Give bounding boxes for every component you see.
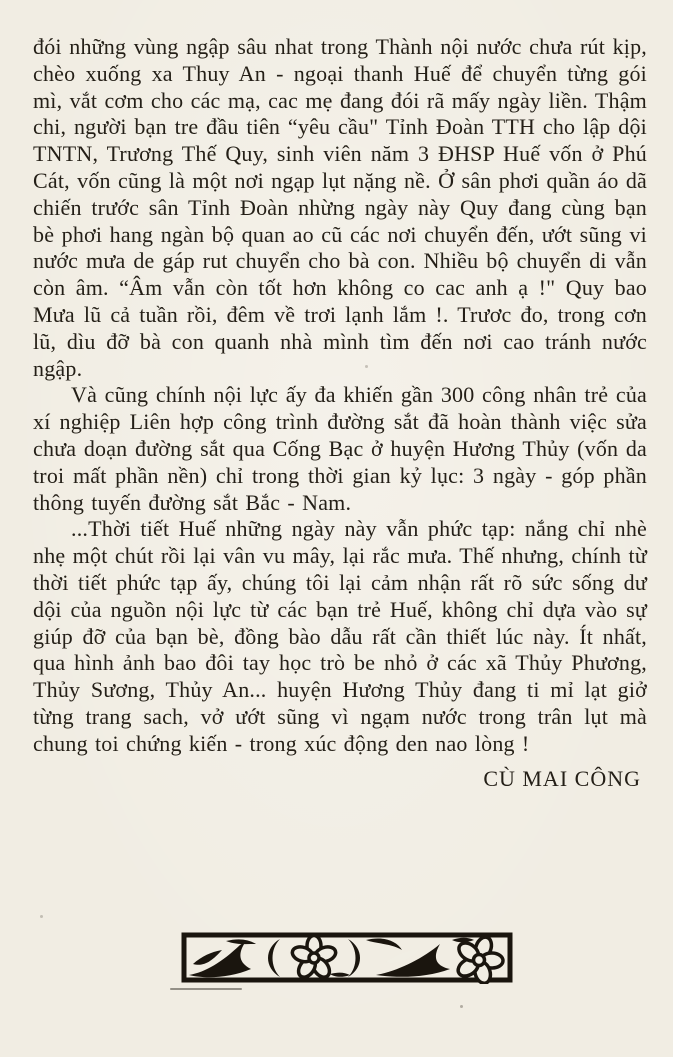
paragraph-3: ...Thời tiết Huế những ngày này vẫn phức tạp: nắng chỉ nhè nhẹ một chút rồi lại vân vu mây, lại rắc mưa. Thế nhưng, chính từ thời tiết phức tạp ấy, chúng tôi lại cảm nhận rất rõ sức sống dư dội của nguồn nội lực từ các bạn trẻ Huế, không chỉ dựa vào sự giúp đỡ của bạn bè, đồng bào dẫu rất cần thiết lúc này. Ít nhất, qua hình ảnh bao đôi tay học trò be nhỏ ở các xã Thủy Phương, Thủy Sương, Thủy An... huyện Hương Thủy đang ti mỉ lạt giở từng trang sach, vở ướt sũng vì ngạm nước trong trân lụt mà chung toi chứng kiến - trong xúc động den nao lòng !: [33, 516, 647, 756]
paragraph-1: đói những vùng ngập sâu nhat trong Thành nội nước chưa rút kịp, chèo xuống xa Thuy An - ngoại thanh Huế để chuyển từng gói mì, vắt cơm cho các mạ, cac mẹ đang đói rã mấy ngày liền. Thậm chi, người bạn tre đầu tiên “yêu cầu" Tỉnh Đoàn TTH cho lập dội TNTN, Trương Thế Quy, sinh viên năm 3 ĐHSP Huế vốn ở Phú Cát, vốn cũng là một nơi ngạp lụt nặng nề. Ở sân phơi quần áo dã chiến trước sân Tỉnh Đoàn nhừng ngày này Quy đang cùng bạn bè phơi hang ngàn bộ quan ao cũ các nơi chuyển đến, ướt sũng vi nước mưa de gáp rut chuyển cho bà con. Nhiều bộ chuyển di vẫn còn âm. “Âm vẫn còn tốt hơn không co cac anh ạ !" Quy bao Mưa lũ cả tuần rồi, đêm về trơi lạnh lắm !. Trươc đo, trong cơn lũ, dìu đỡ bà con quanh nhà mình tìm đến nơi cao tránh nước ngập.: [33, 34, 647, 381]
article-text-block: [33, 34, 647, 758]
scan-speck: [460, 1005, 463, 1008]
author-signature: CÙ MAI CÔNG: [483, 765, 641, 791]
paragraph-2: Và cũng chính nội lực ấy đa khiến gần 300 công nhân trẻ của xí nghiệp Liên hợp công trình đường sắt đã hoàn thành việc sửa chưa doạn đường sắt qua Cống Bạc ở huyện Hương Thủy (vốn da troi mất phần nền) chỉ trong thời gian kỷ lục: 3 ngày - góp phần thông tuyến đường sắt Bắc - Nam.: [33, 382, 647, 515]
scan-artifact-line: [170, 988, 242, 990]
floral-ornament-icon: [180, 932, 514, 984]
